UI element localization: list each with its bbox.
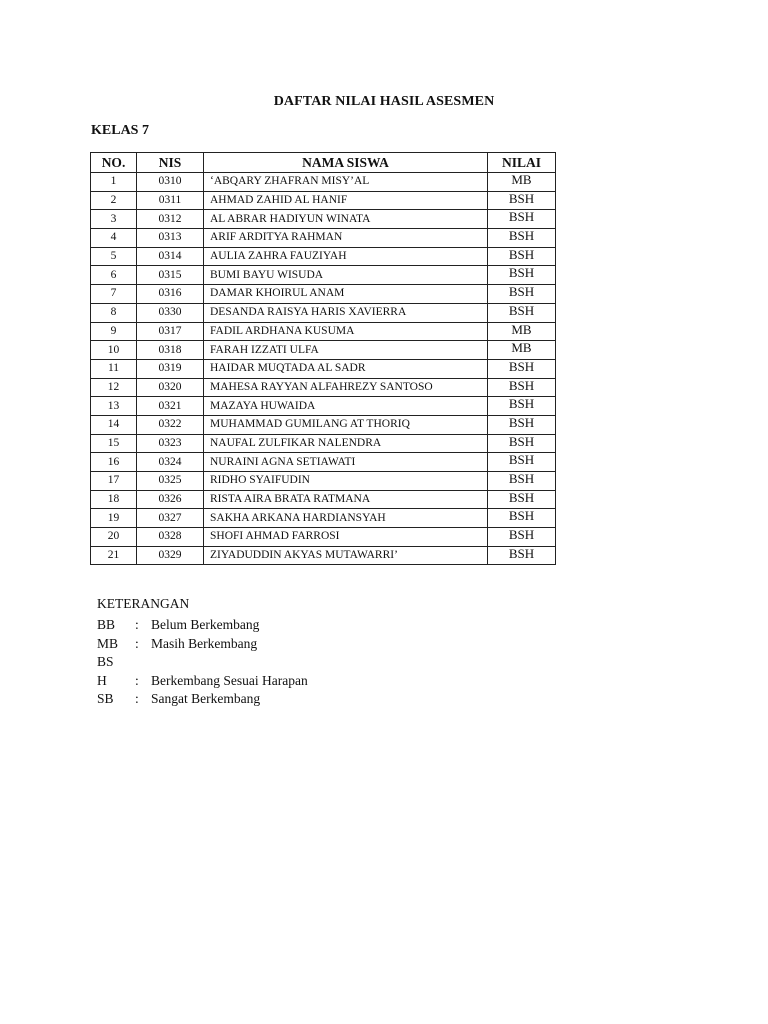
table-header-row — [91, 153, 556, 173]
cell-grade: MB — [488, 173, 556, 192]
cell-nis: 0319 — [137, 359, 204, 378]
legend-heading: KETERANGAN — [97, 596, 190, 611]
cell-no: 15 — [91, 434, 137, 453]
cell-grade: BSH — [488, 528, 556, 547]
header-name: NAMA SISWA — [204, 153, 488, 173]
cell-nis: 0326 — [137, 490, 204, 509]
cell-nis: 0325 — [137, 472, 204, 491]
cell-nis: 0320 — [137, 378, 204, 397]
cell-grade: BSH — [488, 266, 556, 285]
cell-no: 17 — [91, 472, 137, 491]
table-row — [91, 415, 556, 434]
cell-grade: BSH — [488, 285, 556, 304]
cell-name: AL ABRAR HADIYUN WINATA — [204, 210, 488, 229]
cell-grade: BSH — [488, 378, 556, 397]
cell-nis: 0321 — [137, 397, 204, 416]
table-row — [91, 490, 556, 509]
cell-name: MUHAMMAD GUMILANG AT THORIQ — [204, 415, 488, 434]
cell-nis: 0316 — [137, 285, 204, 304]
cell-name: HAIDAR MUQTADA AL SADR — [204, 359, 488, 378]
legend-row — [97, 616, 260, 635]
legend-row — [97, 635, 258, 654]
cell-name: RISTA AIRA BRATA RATMANA — [204, 490, 488, 509]
cell-grade: BSH — [488, 453, 556, 472]
legend-colon: : — [135, 617, 139, 632]
table-row — [91, 472, 556, 491]
cell-nis: 0324 — [137, 453, 204, 472]
legend-row — [97, 653, 189, 672]
cell-nis: 0317 — [137, 322, 204, 341]
table-row — [91, 322, 556, 341]
cell-name: AHMAD ZAHID AL HANIF — [204, 191, 488, 210]
cell-no: 16 — [91, 453, 137, 472]
cell-no: 13 — [91, 397, 137, 416]
cell-name: DESANDA RAISYA HARIS XAVIERRA — [204, 303, 488, 322]
cell-no: 1 — [91, 173, 137, 192]
cell-grade: MB — [488, 341, 556, 360]
header-grade: NILAI — [488, 153, 556, 173]
table-row — [91, 341, 556, 360]
cell-nis: 0314 — [137, 247, 204, 266]
document-title: DAFTAR NILAI HASIL ASESMEN — [273, 94, 495, 109]
cell-grade: BSH — [488, 472, 556, 491]
cell-nis: 0318 — [137, 341, 204, 360]
legend-list — [97, 616, 308, 709]
cell-grade: BSH — [488, 210, 556, 229]
cell-nis: 0313 — [137, 229, 204, 248]
cell-nis: 0311 — [137, 191, 204, 210]
cell-grade: BSH — [488, 191, 556, 210]
table-row — [91, 528, 556, 547]
cell-grade: BSH — [488, 490, 556, 509]
cell-grade: MB — [488, 322, 556, 341]
cell-grade: BSH — [488, 415, 556, 434]
table-row — [91, 434, 556, 453]
cell-name: ‘ABQARY ZHAFRAN MISY’AL — [204, 173, 488, 192]
table-row — [91, 173, 556, 192]
cell-nis: 0328 — [137, 528, 204, 547]
cell-nis: 0310 — [137, 173, 204, 192]
cell-name: AULIA ZAHRA FAUZIYAH — [204, 247, 488, 266]
cell-grade: BSH — [488, 303, 556, 322]
cell-name: ARIF ARDITYA RAHMAN — [204, 229, 488, 248]
table-row — [91, 303, 556, 322]
legend-code: BS — [97, 654, 114, 669]
grades-table — [90, 152, 556, 565]
cell-nis: 0322 — [137, 415, 204, 434]
cell-no: 4 — [91, 229, 137, 248]
cell-no: 2 — [91, 191, 137, 210]
cell-no: 10 — [91, 341, 137, 360]
table-row — [91, 359, 556, 378]
cell-no: 18 — [91, 490, 137, 509]
cell-name: SHOFI AHMAD FARROSI — [204, 528, 488, 547]
legend-code: MB — [97, 635, 119, 651]
cell-name: RIDHO SYAIFUDIN — [204, 472, 488, 491]
cell-name: NAUFAL ZULFIKAR NALENDRA — [204, 434, 488, 453]
table-row — [91, 509, 556, 528]
cell-no: 6 — [91, 266, 137, 285]
table-row — [91, 210, 556, 229]
table-body — [91, 173, 556, 565]
cell-no: 11 — [91, 359, 137, 378]
cell-nis: 0330 — [137, 303, 204, 322]
cell-grade: BSH — [488, 546, 556, 565]
cell-no: 7 — [91, 285, 137, 304]
cell-name: DAMAR KHOIRUL ANAM — [204, 285, 488, 304]
cell-name: ZIYADUDDIN AKYAS MUTAWARRI’ — [204, 546, 488, 565]
legend-code: H — [97, 672, 107, 688]
table-row — [91, 546, 556, 565]
cell-grade: BSH — [488, 509, 556, 528]
cell-nis: 0327 — [137, 509, 204, 528]
class-label: KELAS 7 — [91, 123, 149, 138]
legend-code: BB — [97, 617, 116, 632]
cell-grade: BSH — [488, 229, 556, 248]
legend-description: Sangat Berkembang — [151, 691, 261, 706]
legend-description: Belum Berkembang — [151, 617, 260, 632]
cell-no: 3 — [91, 210, 137, 229]
table-row — [91, 229, 556, 248]
cell-nis: 0315 — [137, 266, 204, 285]
cell-nis: 0312 — [137, 210, 204, 229]
cell-grade: BSH — [488, 397, 556, 416]
cell-no: 19 — [91, 509, 137, 528]
cell-no: 12 — [91, 378, 137, 397]
table-row — [91, 397, 556, 416]
cell-no: 9 — [91, 322, 137, 341]
table-row — [91, 285, 556, 304]
table-row — [91, 247, 556, 266]
header-nis: NIS — [137, 153, 204, 173]
cell-no: 8 — [91, 303, 137, 322]
legend-colon: : — [135, 635, 139, 651]
table-row — [91, 191, 556, 210]
cell-no: 20 — [91, 528, 137, 547]
table-row — [91, 378, 556, 397]
cell-no: 5 — [91, 247, 137, 266]
legend-code: SB — [97, 691, 114, 706]
cell-grade: BSH — [488, 359, 556, 378]
cell-name: FADIL ARDHANA KUSUMA — [204, 322, 488, 341]
cell-nis: 0329 — [137, 546, 204, 565]
legend-colon: : — [135, 672, 139, 688]
cell-nis: 0323 — [137, 434, 204, 453]
cell-grade: BSH — [488, 247, 556, 266]
legend-row — [97, 672, 308, 691]
legend-row — [97, 690, 261, 709]
cell-name: NURAINI AGNA SETIAWATI — [204, 453, 488, 472]
table-row — [91, 453, 556, 472]
header-no: NO. — [91, 153, 137, 173]
cell-name: MAZAYA HUWAIDA — [204, 397, 488, 416]
cell-name: FARAH IZZATI ULFA — [204, 341, 488, 360]
legend — [97, 596, 308, 709]
table-row — [91, 266, 556, 285]
cell-grade: BSH — [488, 434, 556, 453]
cell-no: 14 — [91, 415, 137, 434]
legend-colon: : — [135, 691, 139, 706]
legend-description: Berkembang Sesuai Harapan — [151, 672, 308, 688]
cell-name: BUMI BAYU WISUDA — [204, 266, 488, 285]
legend-description: Masih Berkembang — [151, 635, 258, 651]
cell-name: SAKHA ARKANA HARDIANSYAH — [204, 509, 488, 528]
cell-name: MAHESA RAYYAN ALFAHREZY SANTOSO — [204, 378, 488, 397]
cell-no: 21 — [91, 546, 137, 565]
